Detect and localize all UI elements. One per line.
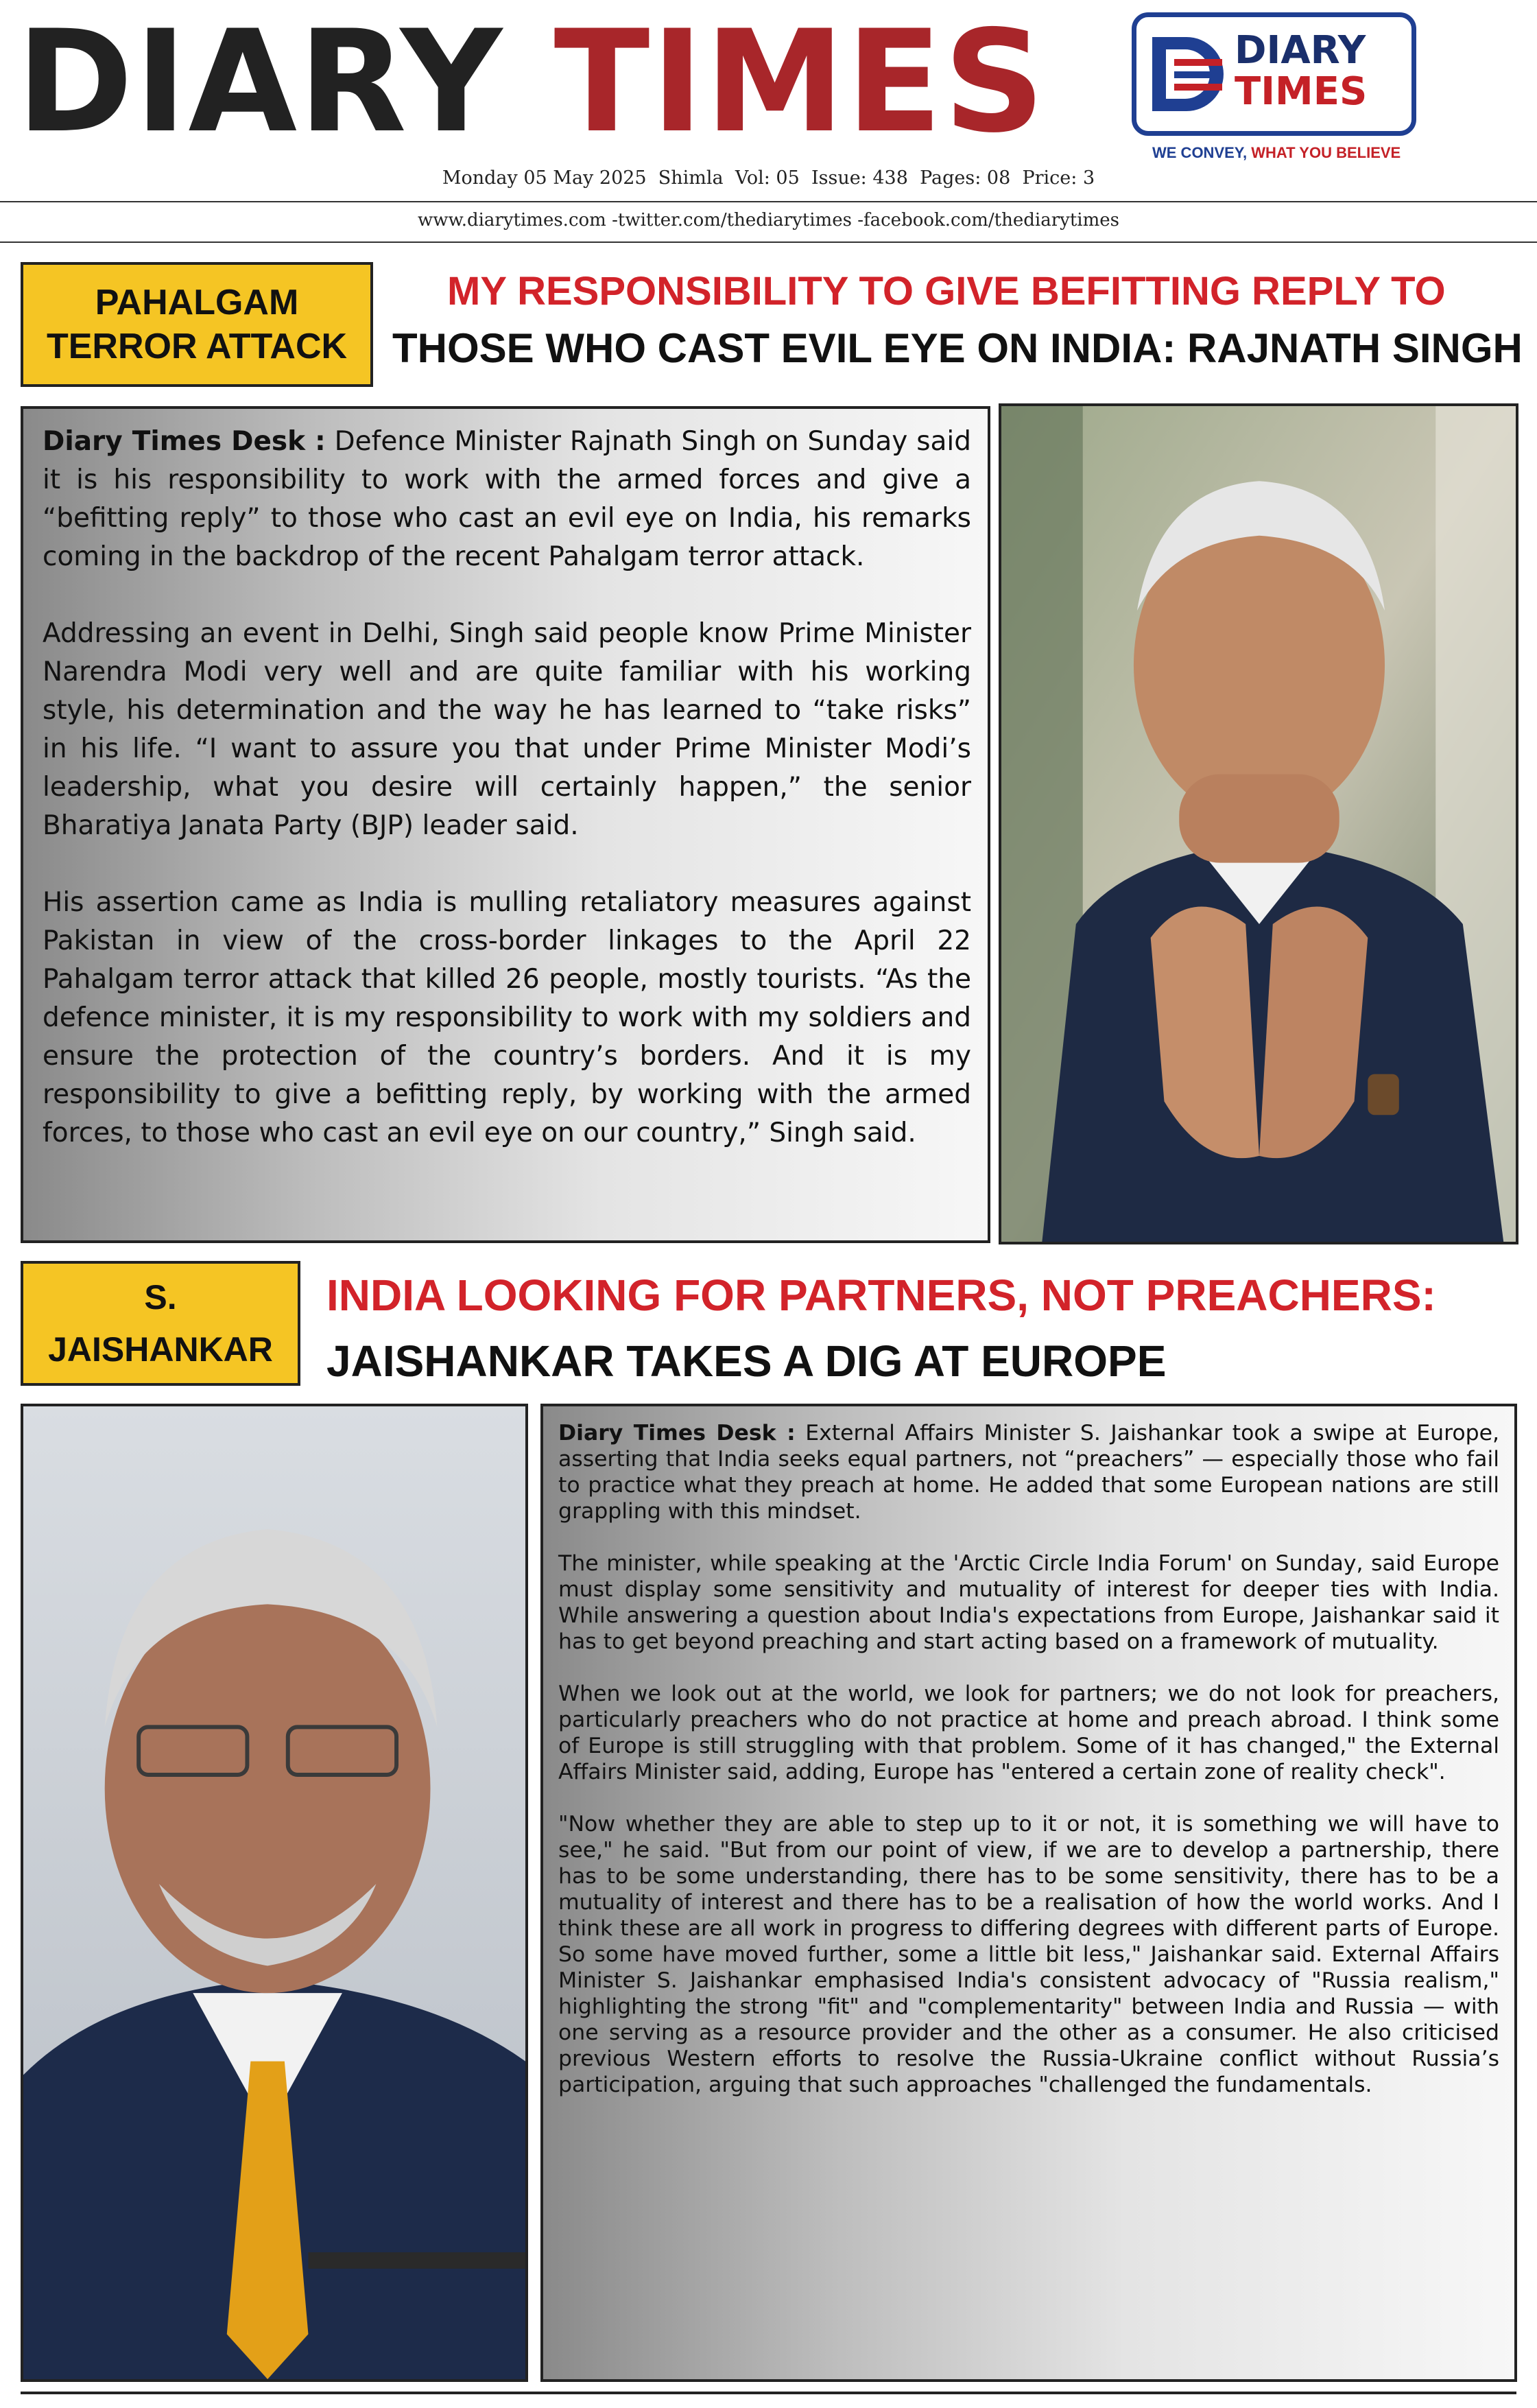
story1-section-tag <box>21 262 373 387</box>
issue-date: Monday 05 May 2025 <box>442 167 647 189</box>
masthead-title-part1: DIARY <box>16 1 504 164</box>
logo-text-times: TIMES <box>1235 69 1368 114</box>
tagline-part2: WHAT YOU BELIEVE <box>1251 144 1401 161</box>
issue-info <box>0 167 1537 189</box>
masthead-divider-bottom <box>0 241 1537 243</box>
story2-tag-line1: S. <box>144 1278 177 1317</box>
rajnath-singh-photo <box>999 403 1518 1244</box>
logo-d-mark-icon <box>1147 32 1229 117</box>
story1-paragraph1: Defence Minister Rajnath Singh on Sunday said it is his responsibility to work with the armed forces and give a “befitting reply” to those who cast an evil eye on India, his remarks coming in the backdrop of the recent Pahalgam terror attack. <box>43 426 971 572</box>
story1-headline-line1: MY RESPONSIBILITY TO GIVE BEFITTING REPLY TO <box>447 269 1446 314</box>
story2-article <box>540 1404 1517 2382</box>
issue-pages: Pages: 08 <box>920 167 1011 189</box>
story2-paragraph4: "Now whether they are able to step up to it or not, it is something we will have to see," he said. "But from our point of view, if we are to develop a partnership, there has to be some understanding, there has to be some sensitivity, there has to be a mutuality of interest and there has to be a realisation of how the world works. And I think these are all work in progress to differing degrees with different parts of Europe. So some have moved further, some a little bit less," Jaishankar said. External Affairs Minister S. Jaishankar emphasised India's consistent advocacy of "Russia realism," highlighting the strong "fit" and "complementarity" between India and Russia — with one serving as a resource provider and the other as a consumer. He also criticised previous Western efforts to resolve the Russia-Ukraine conflict without Russia’s participation, arguing that such approaches "challenged the fundamentals. <box>558 1812 1499 2097</box>
logo-text-diary: DIARY <box>1235 28 1366 73</box>
tagline <box>1152 144 1401 162</box>
story1-paragraph3: His assertion came as India is mulling retaliatory measures against Pakistan in view of the cross-border linkages to the April 22 Pahalgam terror attack that killed 26 people, mostly tourists. “As the defence minister, it is my responsibility to work with my soldiers and ensure the protection of the country’s borders. And it is my responsibility to give a befitting reply, by working with the armed forces, to those who cast an evil eye on our country,” Singh said. <box>43 887 971 1148</box>
story2-tag-line2: JAISHANKAR <box>48 1330 273 1369</box>
story1-tag-line2: TERROR ATTACK <box>46 327 348 366</box>
story2-paragraph2: The minister, while speaking at the 'Arctic Circle India Forum' on Sunday, said Europe must display some sensitivity and mutuality of interest for deeper ties with India. While answering a question about India's expectations from Europe, Jaishankar said it has to get beyond preaching and start acting based on a framework of mutuality. <box>558 1551 1499 1654</box>
masthead-divider-top <box>0 201 1537 202</box>
story2-section-tag <box>21 1261 300 1386</box>
jaishankar-photo <box>21 1404 528 2382</box>
issue-place: Shimla <box>658 167 724 189</box>
page-bottom-rule <box>21 2392 1516 2394</box>
social-links[interactable]: www.diarytimes.com -twitter.com/thediarytimes -facebook.com/thediarytimes <box>418 210 1119 231</box>
story2-paragraph1: External Affairs Minister S. Jaishankar took a swipe at Europe, asserting that India seeks equal partners, not “preachers” — especially those who fail to practice what they preach at home. He added that some European nations are still grappling with this mindset. <box>558 1421 1499 1524</box>
issue-number: Issue: 438 <box>811 167 908 189</box>
masthead-title <box>16 0 1046 165</box>
story1-paragraph2: Addressing an event in Delhi, Singh said people know Prime Minister Narendra Modi very well and are quite familiar with his working style, his determination and the way he has learned to “take risks” in his life. “I want to assure you that under Prime Minister Modi’s leadership, what you desire will certainly happen,” the senior Bharatiya Janata Party (BJP) leader said. <box>43 618 971 841</box>
story1-byline: Diary Times Desk : <box>43 426 326 457</box>
story2-paragraph3: When we look out at the world, we look for partners; we do not look for preachers, particularly preachers who do not practice at home and preach abroad. I think some of Europe is still struggling with that problem. Some of it has changed," the External Affairs Minister said, adding, Europe has "entered a certain zone of reality check". <box>558 1681 1499 1784</box>
story2-byline: Diary Times Desk : <box>558 1421 796 1445</box>
tagline-part1: WE CONVEY, <box>1152 144 1252 161</box>
issue-volume: Vol: 05 <box>735 167 800 189</box>
story2-headline-line1: INDIA LOOKING FOR PARTNERS, NOT PREACHERS: <box>326 1271 1436 1320</box>
story2-headline-line2: JAISHANKAR TAKES A DIG AT EUROPE <box>326 1336 1167 1386</box>
story1-tag-line1: PAHALGAM <box>95 283 299 322</box>
masthead-title-part2: TIMES <box>553 1 1047 164</box>
issue-price: Price: 3 <box>1022 167 1095 189</box>
story1-headline-line2: THOSE WHO CAST EVIL EYE ON INDIA: RAJNATH SINGH <box>392 325 1523 371</box>
story1-article <box>21 406 990 1243</box>
